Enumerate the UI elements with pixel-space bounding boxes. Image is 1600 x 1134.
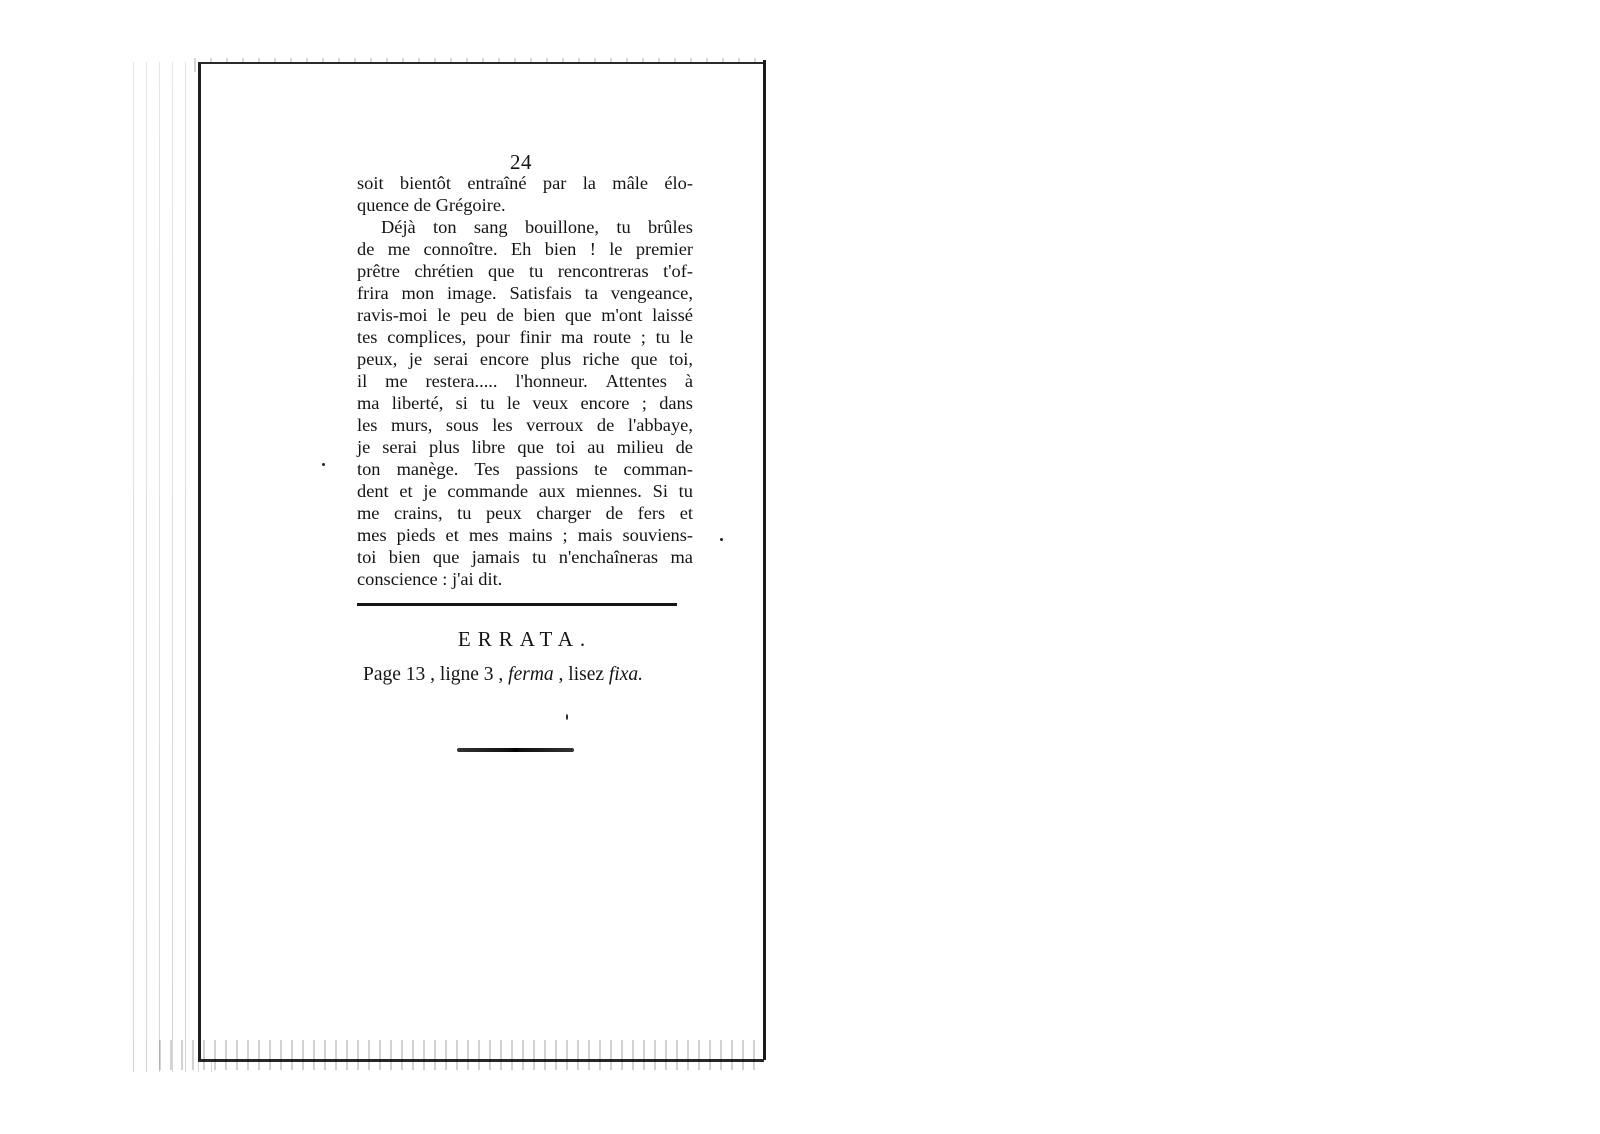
text-line: les murs, sous les verroux de l'abbaye, — [357, 415, 693, 435]
text-line: soit bientôt entraîné par la mâle élo- — [357, 173, 693, 193]
text-line: dent et je commande aux miennes. Si tu — [357, 481, 693, 501]
errata-title: ERRATA. — [457, 627, 593, 651]
text-line: ravis-moi le peu de bien que m'ont laissé — [357, 305, 693, 325]
ink-speck — [566, 714, 568, 720]
text-line: quence de Grégoire. — [357, 195, 506, 215]
text-line: Déjà ton sang bouillone, tu brûles — [381, 217, 693, 237]
end-ornament-rule — [457, 748, 574, 752]
ink-speck — [720, 538, 723, 541]
text-line: tes complices, pour finir ma route ; tu le — [357, 327, 693, 347]
text-line: ma liberté, si tu le veux encore ; dans — [357, 393, 693, 413]
section-divider — [357, 603, 677, 606]
text-line: peux, je serai encore plus riche que toi, — [357, 349, 693, 369]
errata-entry-prefix: Page 13 , ligne 3 , — [363, 664, 509, 685]
text-line: ton manège. Tes passions te comman- — [357, 459, 693, 479]
ink-speck — [322, 463, 325, 466]
errata-entry-middle: , lisez — [553, 664, 609, 685]
errata-correct-word: fixa. — [608, 664, 644, 685]
body-text — [357, 172, 693, 590]
text-line: il me restera..... l'honneur. Attentes à — [357, 371, 693, 391]
errata-entry — [363, 664, 693, 686]
text-line: toi bien que jamais tu n'enchaîneras ma — [357, 547, 693, 567]
text-line: me crains, tu peux charger de fers et — [357, 503, 693, 523]
worn-bottom-edge — [150, 1040, 760, 1070]
text-line: de me connoître. Eh bien ! le premier — [357, 239, 693, 259]
errata-wrong-word: ferma — [508, 664, 554, 685]
text-line: conscience : j'ai dit. — [357, 569, 503, 589]
text-line: prêtre chrétien que tu rencontreras t'of- — [357, 261, 693, 281]
page-spine-edge — [763, 60, 766, 1060]
text-line: je serai plus libre que toi au milieu de — [357, 437, 693, 457]
page-number: 24 — [510, 150, 532, 174]
text-line: frira mon image. Satisfais ta vengeance, — [357, 283, 693, 303]
text-line: mes pieds et mes mains ; mais souviens- — [357, 525, 693, 545]
